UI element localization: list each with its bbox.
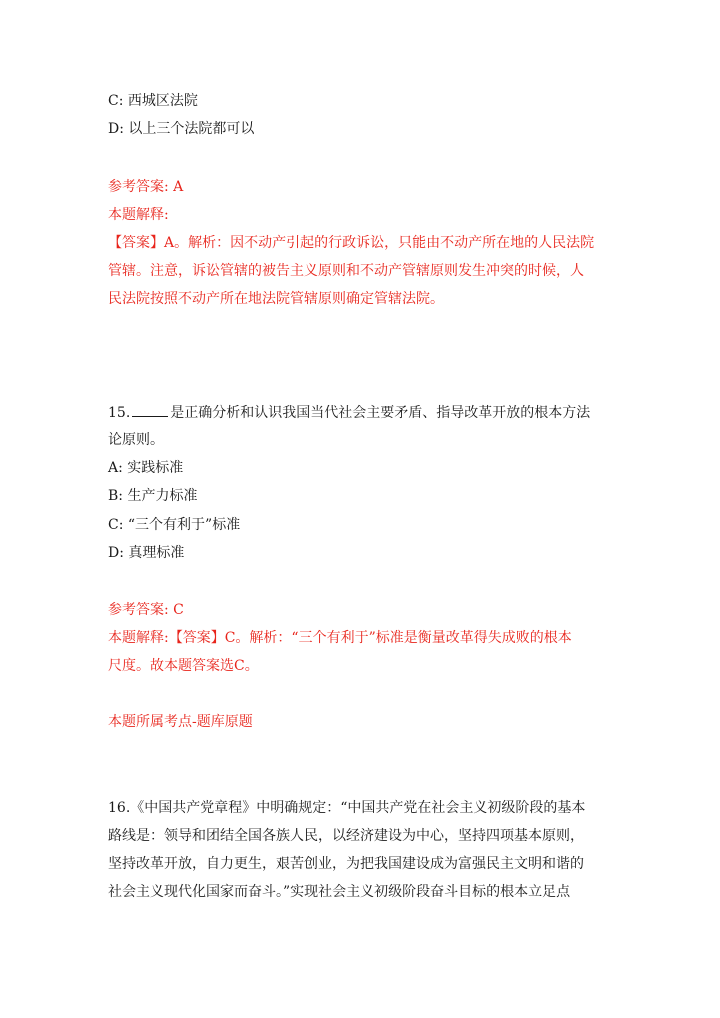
answer-blank <box>132 402 168 417</box>
question-stem: 16.《中国共产党章程》中明确规定：“中国共产党在社会主义初级阶段的基本 <box>108 800 586 816</box>
explanation-line: 【答案】A。解析：因不动产引起的行政诉讼，只能由不动产所在地的人民法院 <box>108 235 595 251</box>
explanation-line: 尺度。故本题答案选C。 <box>108 658 259 674</box>
question-stem-continued: 路线是：领导和团结全国各族人民，以经济建设为中心，坚持四项基本原则， <box>108 828 584 844</box>
option-a: A: 实践标准 <box>108 460 184 476</box>
topic-note: 本题所属考点-题库原题 <box>108 714 253 730</box>
answer: 参考答案: A <box>108 179 184 195</box>
option-b: B: 生产力标准 <box>108 488 198 504</box>
question-number: 15. <box>108 405 131 421</box>
question-stem-continued: 论原则。 <box>108 432 164 448</box>
explanation-label: 本题解释: <box>108 207 169 223</box>
option-d: D: 以上三个法院都可以 <box>108 121 255 137</box>
question-stem-continued: 坚持改革开放，自力更生，艰苦创业，为把我国建设成为富强民主文明和谐的 <box>108 856 584 872</box>
explanation-line: 管辖。注意，诉讼管辖的被告主义原则和不动产管辖原则发生冲突的时候，人 <box>108 263 584 279</box>
option-c: C: “三个有利于”标准 <box>108 517 241 533</box>
option-c: C: 西城区法院 <box>108 93 198 109</box>
question-stem-text: 是正确分析和认识我国当代社会主要矛盾、指导改革开放的根本方法 <box>170 405 591 421</box>
answer: 参考答案: C <box>108 602 184 618</box>
option-d: D: 真理标准 <box>108 545 185 561</box>
explanation-line: 民法院按照不动产所在地法院管辖原则确定管辖法院。 <box>108 291 444 307</box>
question-stem <box>108 402 590 423</box>
explanation-line: 本题解释:【答案】C。解析：“三个有利于”标准是衡量改革得失成败的根本 <box>108 630 572 646</box>
question-stem-continued: 社会主义现代化国家而奋斗。”实现社会主义初级阶段奋斗目标的根本立足点 <box>108 884 571 900</box>
